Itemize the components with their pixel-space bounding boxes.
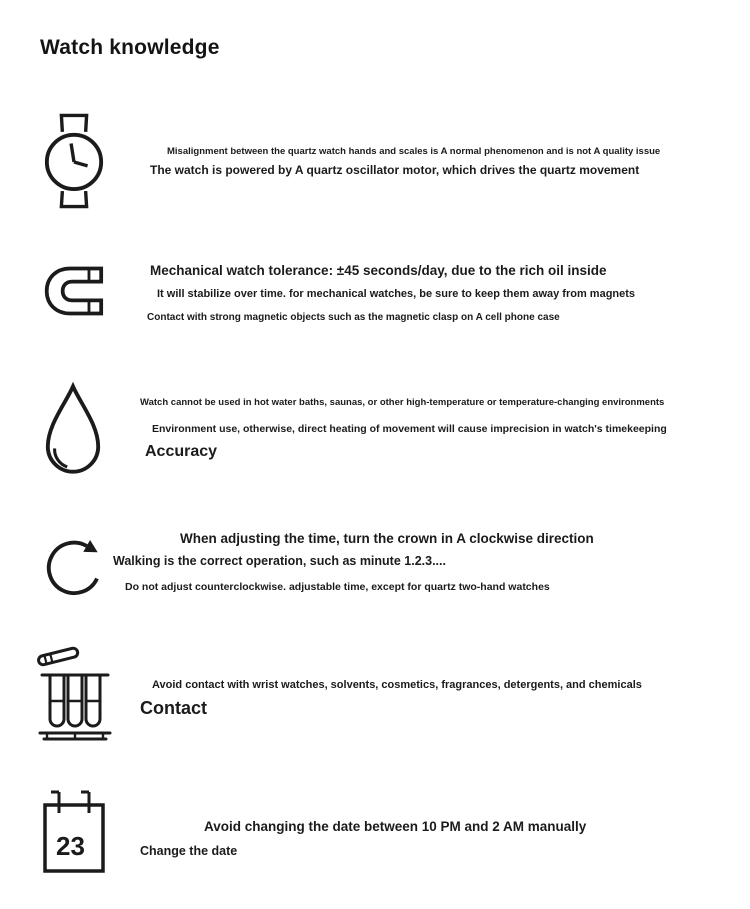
adjust-note-line: Do not adjust counterclockwise. adjustable time, except for quartz two-hand watches bbox=[125, 581, 550, 593]
water-drop-icon bbox=[42, 382, 104, 485]
adjust-main-line: When adjusting the time, turn the crown in A clockwise direction bbox=[180, 531, 594, 546]
calendar-icon bbox=[42, 789, 106, 880]
quartz-note-line: Misalignment between the quartz watch hands and scales is A normal phenomenon and is not A quality issue bbox=[167, 146, 661, 157]
magnet-sub-line: It will stabilize over time. for mechanical watches, be sure to keep them away from magnets bbox=[157, 288, 636, 300]
date-main-line: Avoid changing the date between 10 PM and 2 AM manually bbox=[204, 819, 587, 834]
accuracy-sub-line: Environment use, otherwise, direct heating of movement will cause imprecision in watch's timekeeping bbox=[152, 423, 667, 435]
rotate-clockwise-arrow-icon bbox=[42, 523, 110, 606]
magnet-main-line: Mechanical watch tolerance: ±45 seconds/day, due to the rich oil inside bbox=[150, 263, 607, 278]
contact-main-line: Avoid contact with wrist watches, solvents, cosmetics, fragrances, detergents, and chemicals bbox=[152, 679, 642, 691]
calendar-day-number: 23 bbox=[56, 831, 85, 861]
date-heading: Change the date bbox=[140, 844, 238, 858]
contact-heading: Contact bbox=[140, 698, 207, 718]
wrist-watch-icon bbox=[42, 112, 106, 215]
quartz-main-line: The watch is powered by A quartz oscillator motor, which drives the quartz movement bbox=[150, 163, 640, 177]
magnet-icon bbox=[42, 263, 104, 324]
accuracy-heading: Accuracy bbox=[145, 443, 218, 460]
adjust-sub-line: Walking is the correct operation, such as minute 1.2.3.... bbox=[113, 554, 446, 568]
page-title: Watch knowledge bbox=[40, 36, 220, 59]
accuracy-note-line: Watch cannot be used in hot water baths, saunas, or other high-temperature or temperature-changing environments bbox=[140, 397, 665, 408]
magnet-note-line: Contact with strong magnetic objects such as the magnetic clasp on A cell phone case bbox=[147, 312, 560, 323]
test-tubes-icon bbox=[36, 643, 114, 750]
